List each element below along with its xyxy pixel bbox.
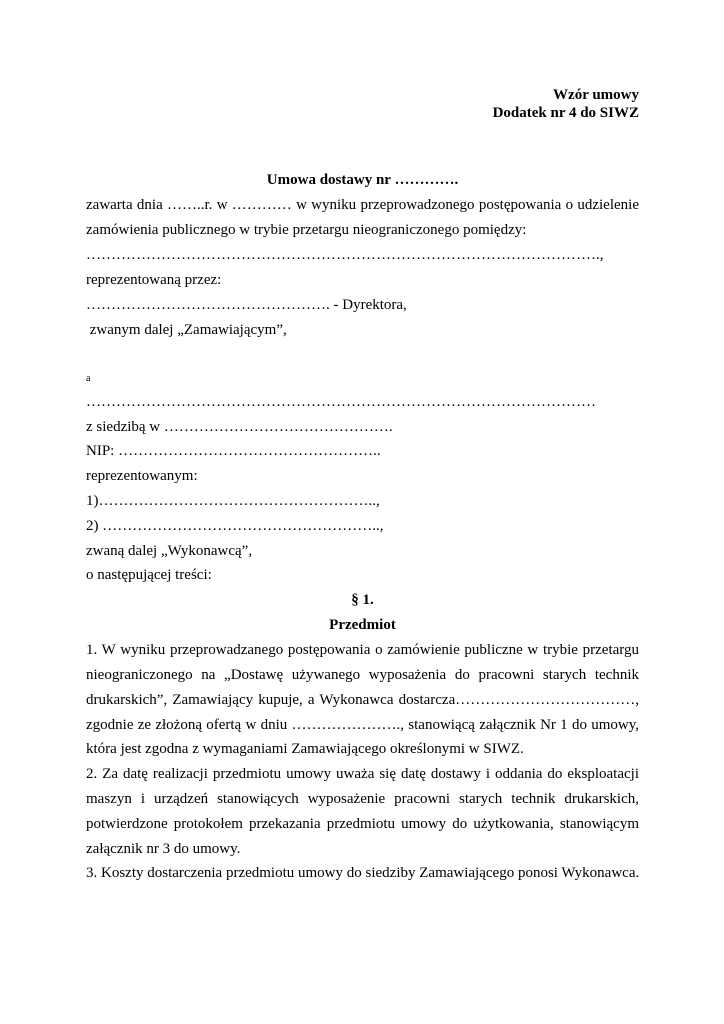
intro-line-3: …………………………………………………………………………………………., <box>86 247 604 263</box>
section1-p1-line: nieograniczonego na „Dostawę używanego wyposażenia do pracowni starych technik <box>86 667 639 683</box>
party2-line-1: ………………………………………………………………………………………… <box>86 394 596 410</box>
section1-p2-line: 2. Za datę realizacji przedmiotu umowy uważa się datę dostawy i oddania do eksploatacji <box>86 766 639 782</box>
section-heading: Przedmiot <box>329 617 396 633</box>
intro-line-4: reprezentowaną przez: <box>86 272 222 288</box>
header-attachment-label: Dodatek nr 4 do SIWZ <box>492 105 639 121</box>
section1-p2-line: załącznik nr 3 do umowy. <box>86 841 241 857</box>
section1-p1-line: która jest zgodna z wymaganiami Zamawiającego określonymi w SIWZ. <box>86 741 524 757</box>
intro-line-6: zwanym dalej „Zamawiającym”, <box>86 322 287 338</box>
party2-line-2: z siedzibą w ………………………………………. <box>86 419 393 435</box>
intro-line-5: …………………………………………. - Dyrektora, <box>86 297 407 313</box>
contract-title: Umowa dostawy nr …………. <box>266 172 459 188</box>
section-number: § 1. <box>351 592 374 608</box>
party2-line-4: reprezentowanym: <box>86 468 198 484</box>
party2-line-6: 2) ……………………………………………….., <box>86 518 384 534</box>
party2-line-8: o następującej treści: <box>86 567 212 583</box>
party2-line-3: NIP: …………………………………………….. <box>86 443 381 459</box>
party2-line-7: zwaną dalej „Wykonawcą”, <box>86 543 253 559</box>
section1-p1-line: drukarskich”, Zamawiający kupuje, a Wykonawca dostarcza………………………………, <box>86 692 639 708</box>
party2-line-5: 1)……………………………………………….., <box>86 493 380 509</box>
header-template-label: Wzór umowy <box>553 87 639 103</box>
section1-p1-line: zgodnie ze złożoną ofertą w dniu …………………., stanowiącą załącznik Nr 1 do umowy, <box>86 717 639 733</box>
party-separator: a <box>86 373 91 384</box>
section1-p3: 3. Koszty dostarczenia przedmiotu umowy do siedziby Zamawiającego ponosi Wykonawca. <box>86 865 640 881</box>
intro-line-2: zamówienia publicznego w trybie przetargu nieograniczonego pomiędzy: <box>86 222 527 238</box>
section1-p1-line: 1. W wyniku przeprowadzanego postępowania o zamówienie publiczne w trybie przetargu <box>86 642 639 658</box>
section1-p2-line: maszyn i urządzeń stanowiących wyposażenie pracowni starych technik drukarskich, <box>86 791 639 807</box>
section1-p2-line: potwierdzone protokołem przekazania przedmiotu umowy do użytkowania, stanowiącym <box>86 816 639 832</box>
intro-line-1: zawarta dnia ……..r. w ………… w wyniku przeprowadzonego postępowania o udzielenie <box>86 197 639 213</box>
